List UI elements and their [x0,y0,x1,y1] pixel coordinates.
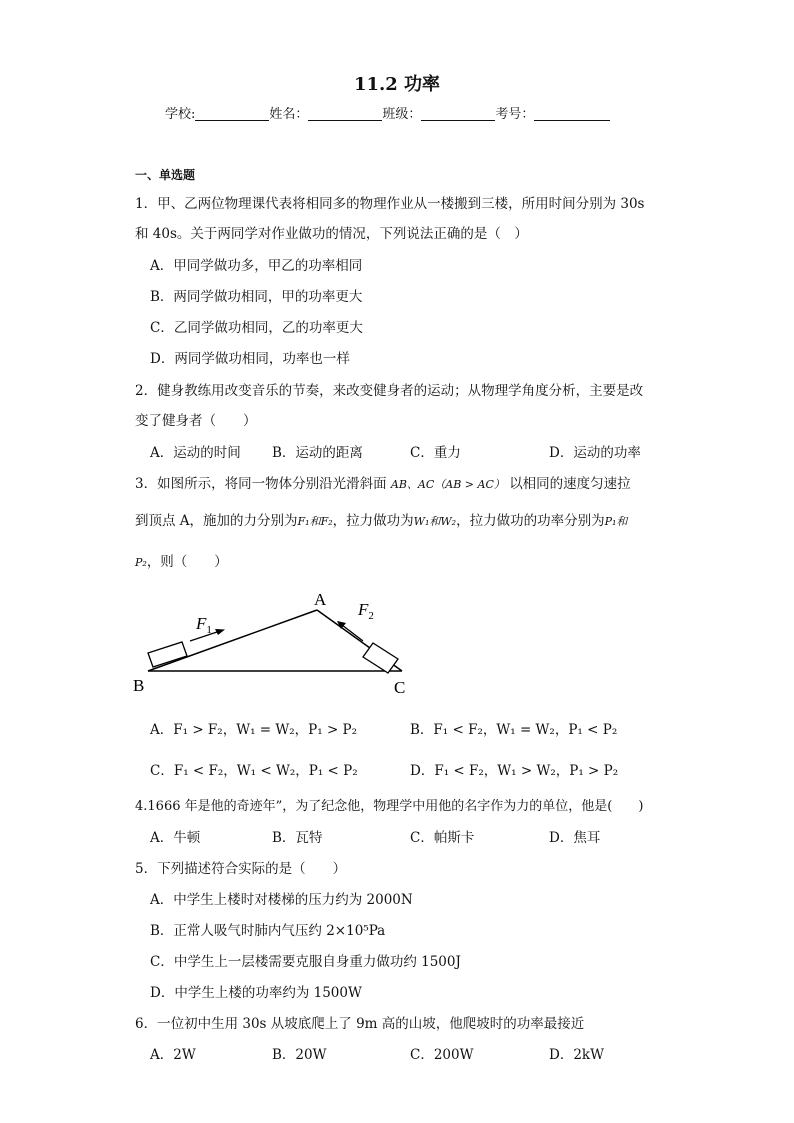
q2-option-c: C．重力 [410,445,461,461]
q3-stem-line1: 3．如图所示，将同一物体分别沿光滑斜面 AB、AC（AB > AC） 以相同的速度匀速拉 [135,476,631,492]
q6-option-a: A．2W [150,1047,196,1063]
q1-stem-line1: 1．甲、乙两位物理课代表将相同多的物理作业从一楼搬到三楼，所用时间分别为 30s [135,196,645,212]
incline-ab-line [148,610,317,671]
school-label: 学校: [165,107,196,122]
point-b-label: B [133,676,145,695]
q4-option-c: C．帕斯卡 [410,830,475,846]
q2-stem-line1: 2．健身教练用改变音乐的节奏，来改变健身者的运动；从物理学角度分析，主要是改 [135,383,644,399]
name-label: 姓名： [269,107,309,122]
class-blank [421,106,495,121]
incline-figure [130,585,420,700]
q2-option-a: A．运动的时间 [150,445,241,461]
q6-option-b: B．20W [272,1047,327,1063]
q5-option-a: A．中学生上楼时对楼梯的压力约为 2000N [150,892,413,908]
q4-option-b: B．瓦特 [272,830,323,846]
q4-option-a: A．牛顿 [150,830,201,846]
point-a-label: A [314,590,327,609]
q1-option-a: A．甲同学做功多，甲乙的功率相同 [150,258,363,274]
page-title: 11.2 功率 [353,74,441,95]
force-f1-arrowhead [215,629,225,635]
section-heading: 一、单选题 [135,168,196,182]
q3-stem-line2: 到顶点 A，施加的力分别为F₁和F₂，拉力做功为W₁和W₂，拉力做功的功率分别为P₁和 [135,513,628,529]
q5-option-c: C．中学生上一层楼需要克服自身重力做功约 1500J [150,954,461,970]
name-blank [308,106,382,121]
q2-stem-line2: 变了健身者（ ） [135,413,257,429]
q3-math-slopes: AB、AC（AB > AC） [390,478,505,491]
q1-option-d: D．两同学做功相同，功率也一样 [150,351,350,367]
q2-option-b: B．运动的距离 [272,445,363,461]
q1-stem-line2: 和 40s。关于两同学对作业做功的情况，下列说法正确的是（ ） [135,226,528,242]
force-f2-label: $F_2$ [358,600,374,622]
q3-math-power: P₁和 [604,515,628,528]
q6-stem-line1: 6．一位初中生用 30s 从坡底爬上了 9m 高的山坡，他爬坡时的功率最接近 [135,1016,585,1032]
student-info-line [165,103,610,122]
q3-stem-line3: P₂，则（ ） [135,554,228,570]
force-f2-arrow [342,625,363,641]
number-blank [534,106,610,121]
class-label: 班级： [382,107,422,122]
q1-option-b: B．两同学做功相同，甲的功率更大 [150,289,363,305]
q5-stem-line1: 5．下列描述符合实际的是（ ） [135,861,347,877]
q5-option-b: B．正常人吸气时肺内气压约 2×10⁵Pa [150,923,386,939]
q6-option-d: D．2kW [549,1047,604,1063]
q6-option-c: C．200W [410,1047,474,1063]
q3-math-work: W₁和W₂ [413,515,457,528]
school-blank [195,106,269,121]
q5-option-d: D．中学生上楼的功率约为 1500W [150,985,362,1001]
q3-option-b: B．F₁ < F₂，W₁ = W₂，P₁ < P₂ [410,722,618,738]
q3-option-a: A．F₁ > F₂，W₁ = W₂，P₁ > P₂ [150,722,358,738]
q4-stem-line1: 4.1666 年是他的奇迹年”，为了纪念他，物理学中用他的名字作为力的单位，他是( ) [135,799,644,814]
q3-option-d: D．F₁ < F₂，W₁ > W₂，P₁ > P₂ [410,763,619,779]
force-f1-label: $F_1$ [196,614,212,636]
q3-math-forces: F₁和F₂ [297,515,333,528]
point-c-label: C [394,678,406,697]
q1-option-c: C．乙同学做功相同，乙的功率更大 [150,320,363,336]
q4-option-d: D．焦耳 [549,830,601,846]
q3-option-c: C．F₁ < F₂，W₁ < W₂，P₁ < P₂ [150,763,358,779]
q2-option-d: D．运动的功率 [549,445,641,461]
number-label: 考号： [495,107,535,122]
